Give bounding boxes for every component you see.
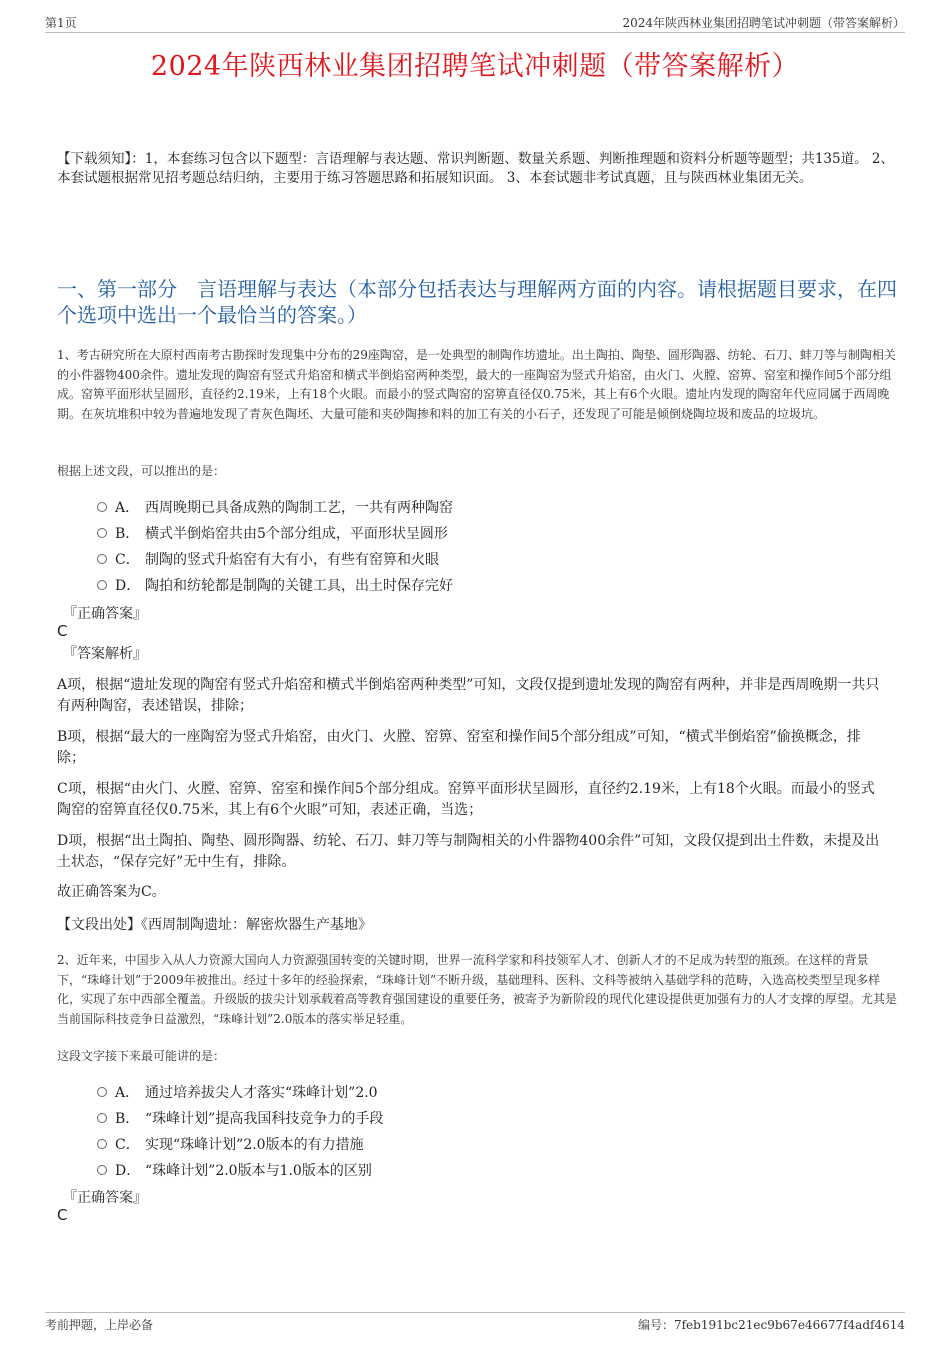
page-number: 第1页	[45, 16, 77, 30]
radio-icon[interactable]	[97, 1113, 107, 1123]
download-notice: 【下载须知】：1，本套练习包含以下题型：言语理解与表达题、常识判断题、数量关系题、判断推理题和资料分析题等题型；共135道。 2、本套试题根据常见招考题总结归纳，主要用于练习答题思路和拓展知识面。 3、本套试题非考试真题，且与陕西林业集团无关。	[57, 151, 894, 186]
q1-stem: 根据上述文段，可以推出的是：	[57, 464, 226, 478]
section-heading: 一、第一部分 言语理解与表达（本部分包括表达与理解两方面的内容。请根据题目要求，在四个选项中选出一个最恰当的答案。）	[57, 277, 897, 327]
radio-icon[interactable]	[97, 580, 107, 590]
footer-slogan: 考前押题，上岸必备	[45, 1318, 154, 1332]
radio-icon[interactable]	[97, 502, 107, 512]
q1-analysis-a: A项，根据“遗址发现的陶窑有竖式升焰窑和横式半倒焰窑两种类型”可知，文段仅提到遗址发现的陶窑有两种，并非是西周晚期一共只有两种陶窑，表述错误，排除；	[57, 677, 880, 714]
radio-icon[interactable]	[97, 1087, 107, 1097]
q2-answer: C	[57, 1206, 68, 1224]
page-header	[45, 14, 905, 33]
q1-conclusion: 故正确答案为C。	[57, 884, 166, 900]
q1-source: 【文段出处】《西周制陶遗址：解密炊器生产基地》	[57, 917, 372, 933]
page-footer	[45, 1312, 905, 1333]
q1-answer: C	[57, 622, 68, 640]
q1-analysis-d: D项，根据“出土陶拍、陶垫、圆形陶器、纺轮、石刀、蚌刀等与制陶相关的小件器物400余件”可知，文段仅提到出土件数，未提及出土状态，“保存完好”无中生有，排除。	[57, 833, 880, 870]
q2-answer-label: 『正确答案』	[63, 1190, 147, 1206]
page-title: 2024年陕西林业集团招聘笔试冲刺题（带答案解析）	[150, 51, 800, 82]
radio-icon[interactable]	[97, 1165, 107, 1175]
q2-passage: 2、近年来，中国步入从人力资源大国向人力资源强国转变的关键时期，世界一流科学家和科技领军人才、创新人才的不足成为转型的瓶颈。在这样的背景下，“珠峰计划”于2009年被推出。经过十多年的经验探索，“珠峰计划”不断升级，基础理科、医科、文科等被纳入基础学科的范畴，入选高校类型呈现多样化，实现了东中西部全覆盖。升级版的拔尖计划承载着高等教育强国建设的重要任务，被寄予为新阶段的现代化建设提供更加强有力的人才支撑的厚望。尤其是当前国际科技竞争日益激烈，“珠峰计划”2.0版本的落实举足轻重。	[57, 953, 898, 1026]
q2-stem: 这段文字接下来最可能讲的是：	[57, 1049, 226, 1063]
radio-icon[interactable]	[97, 1139, 107, 1149]
q1-passage: 1、考古研究所在大原村西南考古勘探时发现集中分布的29座陶窑，是一处典型的制陶作坊遗址。出土陶拍、陶垫、圆形陶器、纺轮、石刀、蚌刀等与制陶相关的小件器物400余件。遗址发现的陶窑有竖式升焰窑和横式半倒焰窑两种类型，最大的一座陶窑为竖式升焰窑，由火门、火膛、窑箅、窑室和操作间5个部分组成。窑箅平面形状呈圆形，直径约2.19米，上有18个火眼。而最小的竖式陶窑的窑箅直径仅0.75米，其上有6个火眼。遗址内发现的陶窑年代应同属于西周晚期。在灰坑堆积中较为普遍地发现了青灰色陶坯、大量可能和夹砂陶掺和料的加工有关的小石子，还发现了可能是倾倒烧陶垃圾和废品的垃圾坑。	[57, 348, 896, 421]
q1-analysis-label: 『答案解析』	[63, 646, 147, 662]
header-doc-title: 2024年陕西林业集团招聘笔试冲刺题（带答案解析）	[622, 16, 905, 30]
radio-icon[interactable]	[97, 528, 107, 538]
radio-icon[interactable]	[97, 554, 107, 564]
footer-doc-id: 编号：7feb191bc21ec9b67e46677f4adf4614	[637, 1318, 905, 1332]
q1-answer-label: 『正确答案』	[63, 606, 147, 622]
q1-analysis-c: C项，根据“由火门、火膛、窑箅、窑室和操作间5个部分组成。窑箅平面形状呈圆形，直径约2.19米，上有18个火眼。而最小的竖式陶窑的窑箅直径仅0.75米，其上有6个火眼”可知，表述正确，当选；	[57, 781, 875, 818]
q1-analysis-b: B项，根据“最大的一座陶窑为竖式升焰窑，由火门、火膛、窑箅、窑室和操作间5个部分组成”可知，“横式半倒焰窑”偷换概念，排除；	[57, 729, 861, 766]
